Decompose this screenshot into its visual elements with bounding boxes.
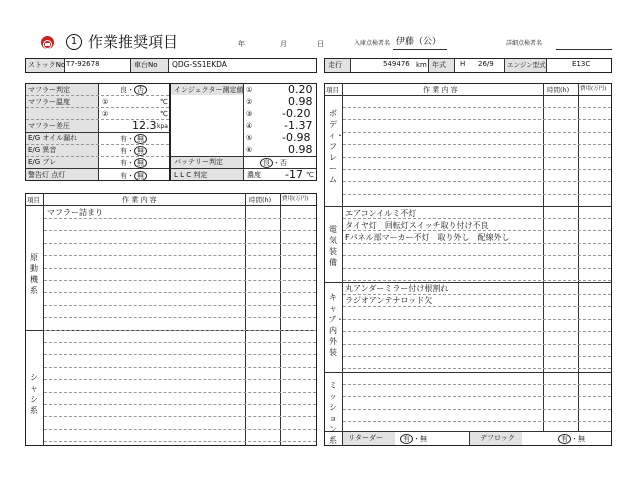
ruled-line — [44, 255, 316, 256]
ruled-line — [44, 392, 316, 393]
engine-row-1: マフラー詰まり — [47, 208, 103, 217]
ruled-line — [343, 218, 611, 219]
electric-row-2: タイヤ灯 回転灯スイッチ取り付け不良 — [345, 221, 489, 230]
right-col-cost: 費用(万円) — [580, 86, 607, 92]
ruled-line — [343, 144, 611, 145]
density-unit: ℃ — [306, 171, 314, 179]
injector-num-6: ⑥ — [246, 146, 253, 154]
ruled-line — [343, 384, 611, 385]
ruled-line — [44, 441, 316, 442]
muffler-temp-2: ② — [102, 110, 109, 118]
injector-value-5: -0.98 — [282, 131, 311, 144]
injector-num-5: ⑤ — [246, 134, 253, 142]
injector-value-6: 0.98 — [288, 143, 313, 156]
model-no: QDG-SS1EKDA — [172, 60, 227, 69]
year-model-label: 年式 — [432, 61, 446, 69]
density-value: -17 — [285, 168, 303, 181]
ruled-line — [343, 396, 611, 397]
eg-oil-options: 有・ 無 — [120, 134, 147, 144]
logo-icon — [41, 36, 54, 49]
ruled-line — [343, 319, 611, 320]
ruled-line — [343, 268, 611, 269]
ruled-line — [44, 379, 316, 380]
warning-selected: 無 — [134, 171, 147, 181]
ruled-line — [343, 119, 611, 120]
era: H — [460, 60, 466, 68]
battery-selected: 良 — [260, 158, 273, 168]
muffler-temp-label: マフラー温度 — [28, 98, 70, 106]
density-label: 濃度 — [247, 171, 261, 179]
ruled-line — [343, 107, 611, 108]
section-cab: キャブ・内外装 — [328, 293, 344, 357]
ruled-line — [44, 354, 316, 355]
ruled-line — [343, 157, 611, 158]
right-work-table — [324, 83, 612, 446]
right-col-item: 項目 — [326, 86, 339, 94]
page-title: 作業推奨項目 — [88, 33, 179, 51]
eg-noise-selected: 無 — [134, 146, 147, 156]
injector-num-2: ② — [246, 98, 253, 106]
right-col-time: 時間(h) — [547, 86, 570, 94]
left-col-content: 作 業 内 容 — [122, 196, 157, 204]
injector-value-3: -0.20 — [282, 107, 311, 120]
ruled-line — [44, 429, 316, 430]
ruled-line — [44, 305, 316, 306]
engine-label: エンジン型式 — [507, 61, 546, 69]
retarder-options: 有 ・無 — [400, 434, 427, 444]
muffler-judge-label: マフラー判定 — [28, 86, 70, 94]
muffler-temp-unit-2: ℃ — [160, 110, 168, 118]
ruled-line — [44, 330, 316, 331]
muffler-diff-value: 12.3 — [132, 119, 157, 132]
ruled-line — [44, 218, 316, 219]
cab-row-1: 丸アンダーミラー付け根割れ — [345, 284, 449, 293]
right-col-content: 作 業 内 容 — [423, 86, 458, 94]
ruled-line — [343, 344, 611, 345]
inspector-name: 伊藤（公） — [396, 37, 442, 47]
diff-lock-options: 有 ・無 — [558, 434, 585, 444]
battery-options: 良 ・否 — [260, 158, 287, 168]
ruled-line — [343, 280, 611, 281]
ruled-line — [343, 368, 611, 369]
ruled-line — [44, 292, 316, 293]
month-label: 月 — [280, 40, 287, 48]
mileage-value: 549476 — [383, 60, 410, 68]
ruled-line — [343, 255, 611, 256]
ruled-line — [44, 342, 316, 343]
injector-value-2: 0.98 — [288, 95, 313, 108]
section-body-frame: ボディ・フレーム — [328, 109, 344, 184]
muffler-diff-label: マフラー差圧 — [28, 122, 70, 130]
section-chassis: シャシ系 — [30, 373, 38, 415]
warning-label: 警告灯 点灯 — [28, 171, 66, 179]
muffler-judge-selected: 否 — [134, 85, 147, 95]
year-value: 26/9 — [478, 60, 494, 68]
diff-lock-label: デフロック — [480, 434, 515, 442]
eg-noise-label: E/G 異音 — [28, 146, 57, 154]
retarder-selected: 有 — [400, 434, 413, 444]
mileage-unit: km — [416, 61, 427, 69]
ruled-line — [343, 169, 611, 170]
ruled-line — [44, 367, 316, 368]
injector-label: インジェクター測定値 — [174, 86, 244, 94]
ruled-line — [343, 194, 611, 195]
ruled-line — [44, 404, 316, 405]
battery-label: バッテリー判定 — [174, 158, 223, 166]
ruled-line — [343, 132, 611, 133]
injector-num-3: ③ — [246, 110, 253, 118]
eg-noise-options: 有・ 無 — [120, 146, 147, 156]
eg-oil-label: E/G オイル漏れ — [28, 134, 78, 142]
left-col-cost: 費用(万円) — [282, 196, 309, 202]
ruled-line — [343, 356, 611, 357]
year-label: 年 — [238, 40, 245, 48]
muffler-diff-unit: kpa — [157, 123, 168, 130]
eg-shake-label: E/G ブレ — [28, 158, 57, 166]
injector-value-4: -1.37 — [284, 119, 313, 132]
eg-shake-options: 有・ 無 — [120, 158, 147, 168]
stock-label: ストックNo — [28, 61, 66, 69]
eg-shake-selected: 無 — [134, 158, 147, 168]
stock-no: T7-92678 — [66, 60, 100, 68]
ruled-line — [343, 230, 611, 231]
muffler-temp-unit-1: ℃ — [160, 98, 168, 106]
injector-value-1: 0.20 — [288, 83, 313, 96]
llc-label: L L C 判定 — [174, 171, 208, 179]
ruled-line — [44, 416, 316, 417]
warning-options: 有・ 無 — [120, 171, 147, 181]
section-electric: 電気装備 — [329, 225, 337, 267]
retarder-label: リターダー — [348, 434, 383, 442]
section-engine: 原動機系 — [30, 253, 38, 295]
day-label: 日 — [317, 40, 324, 48]
eg-oil-selected: 無 — [134, 134, 147, 144]
circled-one-icon: 1 — [66, 34, 82, 50]
left-col-item: 項目 — [27, 196, 40, 204]
electric-row-3: Fパネル部マーカー不灯 取り外し 配線外し — [345, 233, 510, 242]
injector-num-4: ④ — [246, 122, 253, 130]
ruled-line — [343, 331, 611, 332]
vehicle-info-right — [324, 58, 612, 73]
electric-row-1: エアコンイルミ不灯 — [345, 209, 417, 218]
ruled-line — [343, 181, 611, 182]
ruled-line — [44, 268, 316, 269]
inspector-label: 入庫点検者名 — [354, 40, 391, 47]
engine-value: E13C — [572, 60, 591, 68]
cab-row-2: ラジオアンテナロッド欠 — [345, 296, 433, 305]
injector-num-1: ① — [246, 86, 253, 94]
left-col-time: 時間(h) — [249, 196, 272, 204]
section-mission: ミッション系 — [329, 381, 337, 445]
muffler-judge-options: 良・ 否 — [120, 85, 147, 95]
detail-inspector-label: 詳細点検者名 — [506, 40, 543, 47]
ruled-line — [44, 243, 316, 244]
ruled-line — [343, 243, 611, 244]
ruled-line — [44, 280, 316, 281]
ruled-line — [343, 294, 611, 295]
ruled-line — [343, 421, 611, 422]
muffler-temp-1: ① — [102, 98, 109, 106]
ruled-line — [343, 306, 611, 307]
ruled-line — [343, 409, 611, 410]
ruled-line — [44, 317, 316, 318]
diff-lock-selected: 有 — [558, 434, 571, 444]
mileage-label: 走行 — [328, 61, 342, 69]
model-label: 車台No — [134, 61, 158, 69]
ruled-line — [44, 230, 316, 231]
